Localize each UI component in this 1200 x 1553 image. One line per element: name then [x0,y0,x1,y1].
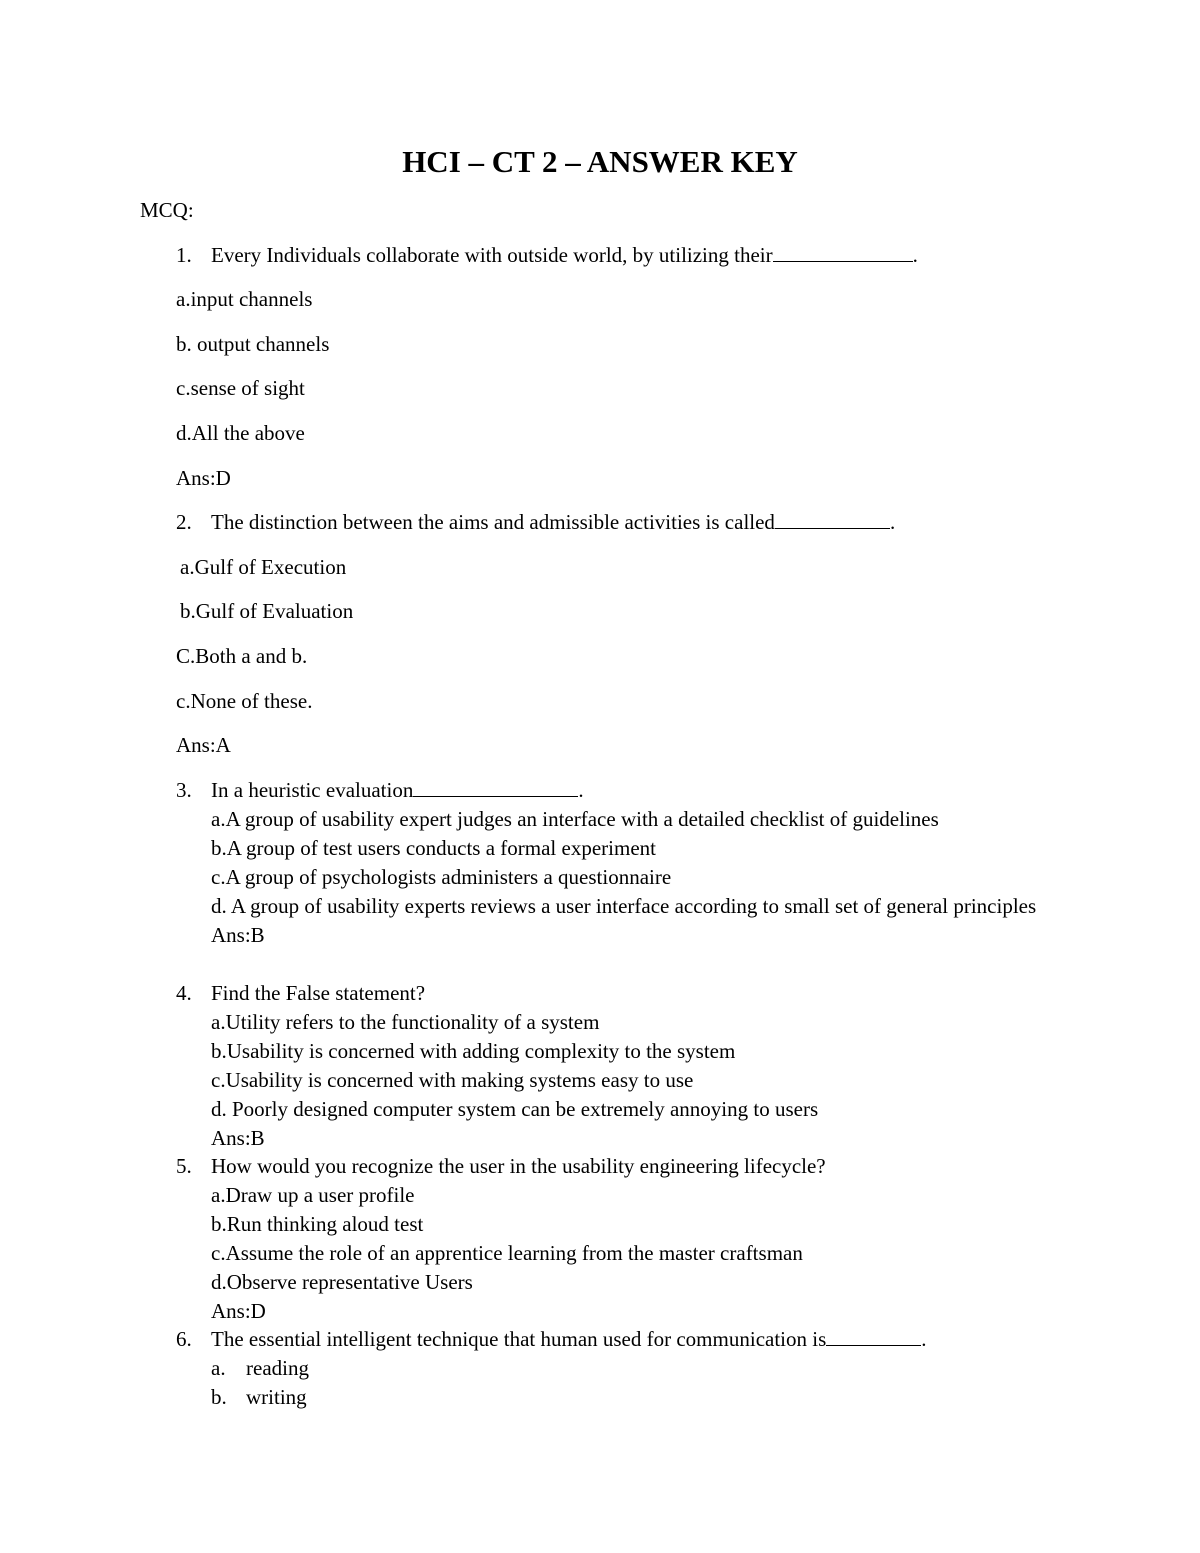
q1-option-b: b. output channels [176,332,330,356]
q1-option-c: c.sense of sight [176,376,305,400]
q6-end: . [921,1327,927,1351]
q3-answer-blank [413,778,578,797]
q4-block [211,979,818,1153]
q6-question: The essential intelligent technique that human used for communication is [211,1327,827,1351]
q3-option-a: a.A group of usability expert judges an interface with a detailed checklist of guidelines [211,807,939,831]
section-label-mcq: MCQ: [140,198,194,222]
q5-number: 5. [176,1154,192,1178]
q2-answer: Ans:A [176,733,231,757]
q3-option-b: b.A group of test users conducts a formal experiment [211,836,656,860]
q6-answer-blank [826,1327,921,1346]
q1-option-a: a.input channels [176,287,313,311]
q4-text: Find the False statement? [211,981,426,1005]
q4-option-c: c.Usability is concerned with making systems easy to use [211,1068,694,1092]
q1-answer-blank [773,243,913,262]
q3-option-d: d. A group of usability experts reviews a user interface according to small set of general principles [211,894,1037,918]
q6-number: 6. [176,1327,192,1351]
q2-answer-blank [775,510,890,529]
q2-option-d: c.None of these. [176,689,313,713]
q6-option-b-text: writing [246,1385,307,1409]
q5-text: How would you recognize the user in the usability engineering lifecycle? [211,1154,826,1178]
document-title: HCI – CT 2 – ANSWER KEY [402,144,798,179]
q3-end: . [578,778,584,802]
q2-option-b: b.Gulf of Evaluation [180,599,354,623]
q5-option-d: d.Observe representative Users [211,1270,473,1294]
q3-block [211,776,1051,950]
q4-number: 4. [176,981,192,1005]
q6-option-a-text: reading [246,1356,309,1380]
q4-option-a: a.Utility refers to the functionality of a system [211,1010,600,1034]
q2-text [211,508,895,536]
q3-question: In a heuristic evaluation [211,778,414,802]
q1-number: 1. [176,243,192,267]
q6-option-a-letter: a. [211,1356,226,1380]
q3-number: 3. [176,778,192,802]
q1-option-d: d.All the above [176,421,305,445]
q5-option-a: a.Draw up a user profile [211,1183,415,1207]
q2-end: . [889,510,896,534]
q6-option-b [211,1383,927,1412]
q6-option-a [211,1354,927,1383]
q2-number: 2. [176,510,192,534]
q3-answer: Ans:B [211,923,265,947]
q3-option-c: c.A group of psychologists administers a questionnaire [211,865,672,889]
q4-option-d: d. Poorly designed computer system can be extremely annoying to users [211,1097,819,1121]
q1-question: Every Individuals collaborate with outside world, by utilizing their [211,243,773,267]
q6-option-b-letter: b. [211,1385,227,1409]
q3-text [211,776,1051,805]
q1-text [211,241,918,269]
q2-question: The distinction between the aims and admissible activities is called [211,510,775,534]
q5-option-b: b.Run thinking aloud test [211,1212,424,1236]
q2-option-a: a.Gulf of Execution [180,555,347,579]
q6-text [211,1325,927,1354]
q6-block [211,1325,927,1412]
q4-answer: Ans:B [211,1126,265,1150]
q2-option-c: C.Both a and b. [176,644,308,668]
q1-answer: Ans:D [176,466,231,490]
q4-option-b: b.Usability is concerned with adding complexity to the system [211,1039,736,1063]
q1-end: . [912,243,918,267]
q5-option-c: c.Assume the role of an apprentice learning from the master craftsman [211,1241,803,1265]
q5-answer: Ans:D [211,1299,266,1323]
q5-block [211,1152,826,1326]
